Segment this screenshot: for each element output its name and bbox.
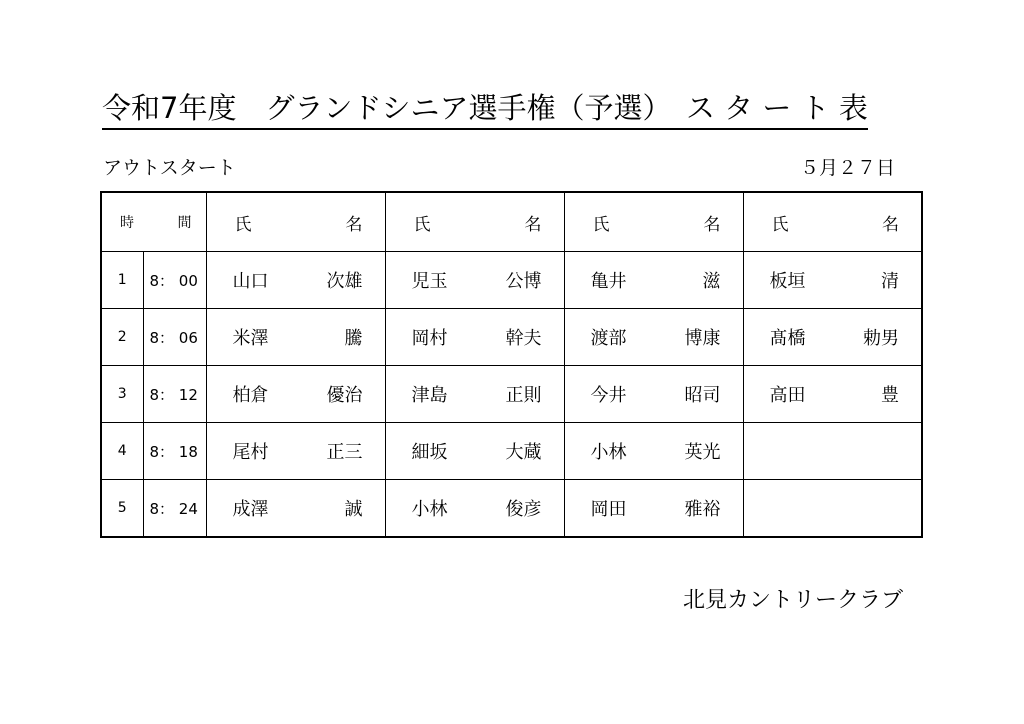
player-cell — [206, 309, 385, 366]
player-family-name: 髙橋 — [769, 328, 806, 349]
header-name-cell-2 — [385, 192, 564, 252]
player-cell — [206, 366, 385, 423]
club-name: 北見カントリークラブ — [683, 588, 904, 613]
player-family-name: 渡部 — [590, 328, 627, 349]
start-table — [100, 191, 923, 538]
player-given-name: 騰 — [344, 328, 363, 349]
player-cell — [385, 366, 564, 423]
player-cell — [743, 309, 922, 366]
header-time-char-2: 間 — [177, 215, 192, 231]
player-cell — [564, 309, 743, 366]
player-given-name: 大蔵 — [505, 442, 542, 463]
table-header-row — [101, 192, 922, 252]
player-cell — [743, 252, 922, 309]
player-given-name: 正三 — [326, 442, 363, 463]
row-number: 5 — [101, 480, 143, 538]
header-name-char-1: 氏 — [771, 214, 789, 235]
player-given-name: 正則 — [505, 385, 542, 406]
tee-time: 8： 06 — [143, 309, 206, 366]
player-given-name: 博康 — [684, 328, 721, 349]
player-cell — [564, 423, 743, 480]
header-time-cell — [101, 192, 206, 252]
start-type-label: アウトスタート — [103, 157, 236, 179]
header-time-char-1: 時 — [120, 215, 134, 231]
player-cell-empty — [743, 423, 922, 480]
row-number: 4 — [101, 423, 143, 480]
row-number: 2 — [101, 309, 143, 366]
header-name-cell-1 — [206, 192, 385, 252]
player-cell — [385, 423, 564, 480]
table-row — [101, 309, 922, 366]
player-given-name: 次雄 — [326, 271, 363, 292]
player-family-name: 今井 — [590, 385, 627, 406]
row-number: 1 — [101, 252, 143, 309]
tee-time: 8： 18 — [143, 423, 206, 480]
header-name-char-1: 氏 — [413, 214, 431, 235]
player-given-name: 誠 — [344, 499, 363, 520]
player-cell — [385, 252, 564, 309]
player-family-name: 山口 — [232, 271, 269, 292]
player-given-name: 勅男 — [863, 328, 899, 349]
player-cell — [385, 309, 564, 366]
player-given-name: 豊 — [881, 385, 899, 406]
player-cell — [564, 480, 743, 538]
player-cell — [385, 480, 564, 538]
player-cell — [206, 480, 385, 538]
player-given-name: 滋 — [702, 271, 721, 292]
tee-time: 8： 12 — [143, 366, 206, 423]
player-family-name: 小林 — [411, 499, 448, 520]
player-given-name: 俊彦 — [505, 499, 542, 520]
player-family-name: 米澤 — [232, 328, 269, 349]
player-given-name: 公博 — [505, 271, 542, 292]
player-cell — [743, 366, 922, 423]
row-number: 3 — [101, 366, 143, 423]
player-family-name: 児玉 — [411, 271, 448, 292]
player-cell — [564, 366, 743, 423]
player-given-name: 雅裕 — [684, 499, 721, 520]
header-name-char-2: 名 — [882, 214, 899, 235]
header-name-char-1: 氏 — [592, 214, 610, 235]
player-cell-empty — [743, 480, 922, 538]
player-given-name: 幹夫 — [505, 328, 542, 349]
player-family-name: 尾村 — [232, 442, 269, 463]
header-name-char-1: 氏 — [234, 214, 252, 235]
player-cell — [564, 252, 743, 309]
player-family-name: 板垣 — [769, 271, 806, 292]
header-name-char-2: 名 — [703, 214, 721, 235]
player-given-name: 優治 — [326, 385, 363, 406]
player-family-name: 成澤 — [232, 499, 269, 520]
player-given-name: 英光 — [684, 442, 721, 463]
player-given-name: 清 — [881, 271, 899, 292]
player-family-name: 細坂 — [411, 442, 448, 463]
player-family-name: 柏倉 — [232, 385, 269, 406]
player-family-name: 津島 — [411, 385, 448, 406]
table-row — [101, 423, 922, 480]
header-name-cell-4 — [743, 192, 922, 252]
date-label: ５月２７日 — [800, 157, 896, 179]
player-family-name: 岡村 — [411, 328, 448, 349]
tee-time: 8： 00 — [143, 252, 206, 309]
table-row — [101, 252, 922, 309]
header-name-char-2: 名 — [524, 214, 542, 235]
tee-time: 8： 24 — [143, 480, 206, 538]
player-family-name: 高田 — [769, 385, 806, 406]
player-cell — [206, 423, 385, 480]
header-name-cell-3 — [564, 192, 743, 252]
table-row — [101, 480, 922, 538]
player-family-name: 亀井 — [590, 271, 627, 292]
player-given-name: 昭司 — [684, 385, 721, 406]
player-cell — [206, 252, 385, 309]
player-family-name: 岡田 — [590, 499, 627, 520]
player-family-name: 小林 — [590, 442, 627, 463]
header-name-char-2: 名 — [345, 214, 363, 235]
table-row — [101, 366, 922, 423]
page-title: 令和7年度 グランドシニア選手権（予選） ス タ ー ト 表 — [102, 88, 868, 130]
